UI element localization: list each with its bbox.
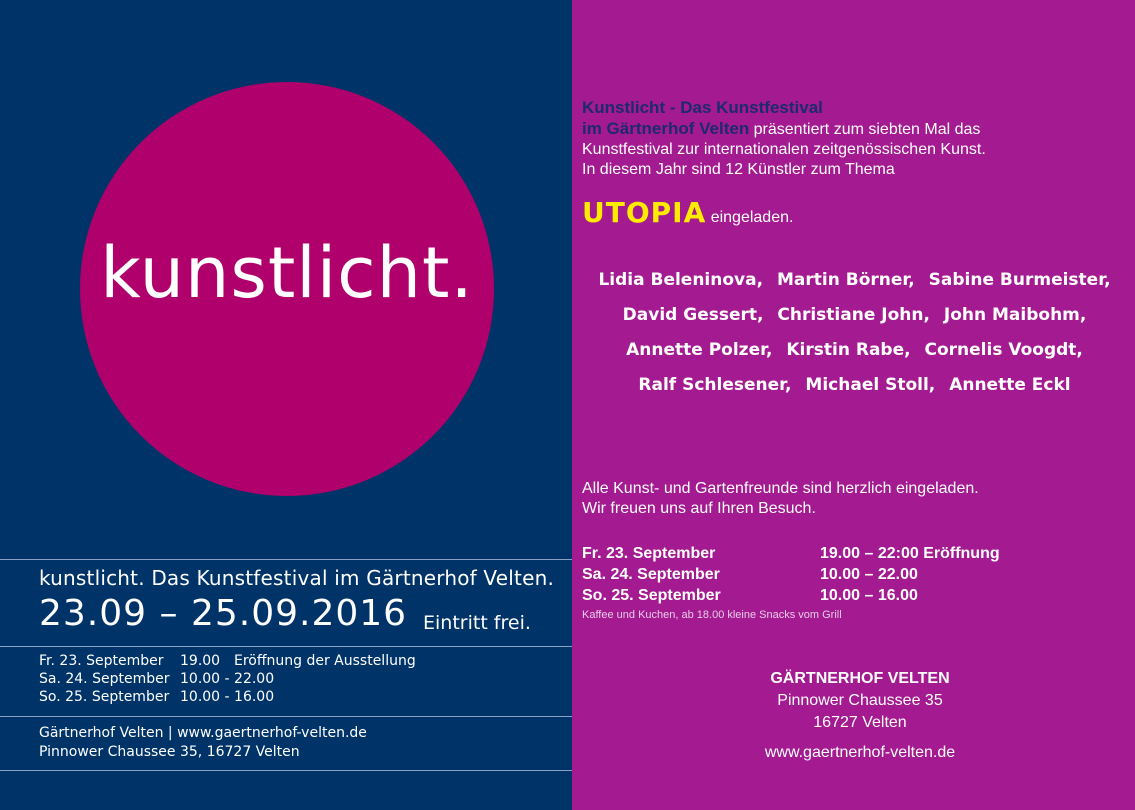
artist-name: Kirstin Rabe,	[786, 340, 911, 360]
welcome-line: Wir freuen uns auf Ihren Besuch.	[582, 500, 816, 517]
venue-line: Gärtnerhof Velten | www.gaertnerhof-velten.de	[39, 725, 367, 741]
artist-name: Sabine Burmeister,	[928, 270, 1111, 290]
times-row	[582, 564, 1000, 585]
venue-address: Pinnower Chaussee 35, 16727 Velten	[39, 744, 300, 760]
catering-note: Kaffee und Kuchen, ab 18.00 kleine Snacks vom Grill	[582, 609, 842, 621]
venue-city: 16727 Velten	[813, 714, 907, 731]
theme-title: UTOPIA	[582, 196, 707, 229]
theme-line	[582, 196, 793, 229]
intro-sentence: präsentiert zum siebten Mal das	[749, 121, 981, 138]
artist-name: Christiane John,	[777, 305, 930, 325]
times-hours: 10.00 – 16.00	[820, 587, 918, 604]
schedule-time: 19.00	[180, 653, 221, 669]
artist-name: Ralf Schlesener,	[638, 375, 792, 395]
intro-line: In diesem Jahr sind 12 Künstler zum Thema	[582, 161, 895, 178]
artist-name: Annette Eckl	[949, 375, 1071, 395]
schedule-time: 10.00 - 22.00	[180, 671, 275, 687]
schedule-day: Sa. 24. September	[39, 671, 170, 687]
opening-times	[582, 543, 1000, 606]
schedule-list	[39, 652, 416, 706]
logo-text: kunstlicht.	[100, 232, 474, 314]
schedule-day: Fr. 23. September	[39, 653, 164, 669]
times-day: Sa. 24. September	[582, 566, 720, 583]
venue-website-link[interactable]: www.gaertnerhof-velten.de	[764, 744, 956, 761]
theme-suffix: eingeladen.	[706, 209, 794, 226]
logo-circle	[80, 82, 494, 496]
divider-lower	[0, 716, 572, 717]
schedule-event: Eröffnung der Ausstellung	[234, 653, 416, 669]
venue-info	[39, 724, 367, 762]
times-row	[582, 585, 1000, 606]
schedule-row	[39, 688, 416, 706]
artist-name: Michael Stoll,	[805, 375, 936, 395]
artist-name: Lidia Beleninova,	[598, 270, 764, 290]
divider-bottom	[0, 770, 572, 771]
artist-name: Martin Börner,	[776, 270, 915, 290]
intro-venue: im Gärtnerhof Velten	[582, 119, 750, 138]
divider-middle	[0, 646, 572, 647]
divider-top	[0, 559, 572, 560]
right-panel	[572, 0, 1135, 810]
venue-street: Pinnower Chaussee 35	[777, 692, 943, 709]
times-row	[582, 543, 1000, 564]
schedule-day: So. 25. September	[39, 689, 170, 705]
welcome-line: Alle Kunst- und Gartenfreunde sind herzlich eingeladen.	[582, 480, 979, 497]
schedule-row	[39, 652, 416, 670]
times-hours: 19.00 – 22:00 Eröffnung	[820, 545, 1000, 562]
times-hours: 10.00 – 22.00	[820, 566, 918, 583]
schedule-row	[39, 670, 416, 688]
schedule-time: 10.00 - 16.00	[180, 689, 275, 705]
artist-name: David Gessert,	[622, 305, 764, 325]
intro-line: Kunstfestival zur internationalen zeitgenössischen Kunst.	[582, 141, 986, 158]
intro-title: Kunstlicht - Das Kunstfestival	[582, 98, 823, 117]
welcome-text	[582, 479, 1122, 519]
artist-name: Cornelis Voogdt,	[924, 340, 1083, 360]
artist-name: John Maibohm,	[943, 305, 1087, 325]
artist-list	[587, 263, 1122, 403]
venue-name: GÄRTNERHOF VELTEN	[770, 670, 950, 687]
festival-dates: 23.09 – 25.09.2016	[39, 593, 408, 634]
times-day: So. 25. September	[582, 587, 721, 604]
free-entry-label: Eintritt frei.	[423, 612, 531, 634]
times-day: Fr. 23. September	[582, 545, 716, 562]
venue-block	[572, 668, 1135, 764]
intro-text	[582, 98, 1132, 180]
artist-name: Annette Polzer,	[626, 340, 773, 360]
festival-headline: kunstlicht. Das Kunstfestival im Gärtnerhof Velten.	[39, 566, 555, 590]
